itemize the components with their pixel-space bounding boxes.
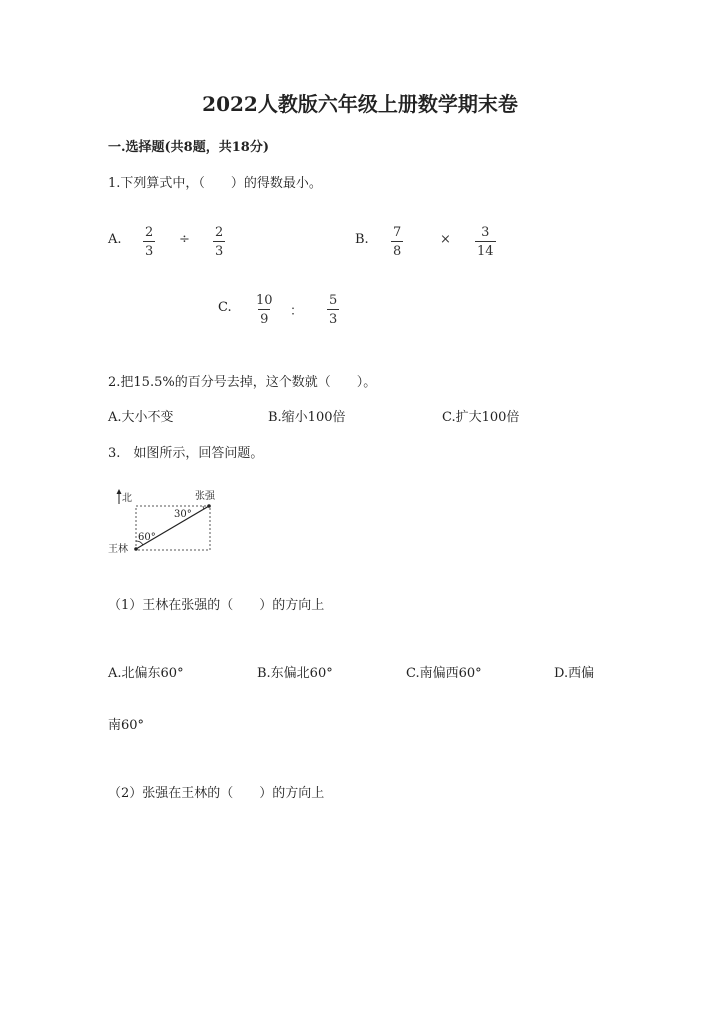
denominator: 3 xyxy=(143,241,155,258)
q1-option-c-fraction-1 xyxy=(254,294,275,326)
angle-bottom-label: 60° xyxy=(138,532,156,543)
q3-sub1-option-c: C.南偏西60° xyxy=(406,666,482,681)
numerator: 5 xyxy=(329,293,338,308)
denominator: 3 xyxy=(327,309,339,326)
q2-option-c: C.扩大100倍 xyxy=(442,410,520,425)
q1-option-c-label: C. xyxy=(218,300,232,315)
q2-option-a: A.大小不变 xyxy=(108,410,174,425)
q3-sub1-option-a: A.北偏东60° xyxy=(108,666,184,681)
angle-top-label: 30° xyxy=(174,509,192,520)
zhang-point xyxy=(207,504,211,508)
q3-sub1-option-d: D.西偏 xyxy=(554,666,595,681)
denominator: 3 xyxy=(213,241,225,258)
q1-option-b-fraction-1 xyxy=(391,226,403,258)
numerator: 2 xyxy=(145,225,154,240)
q1-option-c-fraction-2 xyxy=(327,294,339,326)
q3-sub1-option-d-wrap: 南60° xyxy=(108,718,145,733)
wang-point xyxy=(134,547,138,551)
q2-stem: 2.把15.5%的百分号去掉，这个数就（ ）。 xyxy=(108,375,377,390)
north-label: 北 xyxy=(122,493,132,504)
numerator: 10 xyxy=(256,293,273,308)
zhang-label: 张强 xyxy=(195,491,215,502)
q3-sub1-option-b: B.东偏北60° xyxy=(257,666,333,681)
q3-sub1-stem: （1）王林在张强的（ ）的方向上 xyxy=(108,598,325,613)
q1-option-b-fraction-2 xyxy=(475,226,496,258)
denominator: 8 xyxy=(391,241,403,258)
q1-option-a-fraction-1 xyxy=(143,226,155,258)
q1-option-a-operator: ÷ xyxy=(179,232,190,247)
q1-option-c-operator: ： xyxy=(290,304,304,319)
north-arrow-icon xyxy=(117,489,122,494)
q3-sub2-stem: （2）张强在王林的（ ）的方向上 xyxy=(108,786,325,801)
angle-arc-top xyxy=(203,506,204,509)
numerator: 3 xyxy=(481,225,490,240)
section-heading: 一.选择题(共8题，共18分) xyxy=(108,140,269,155)
numerator: 2 xyxy=(215,225,224,240)
q1-option-a-fraction-2 xyxy=(213,226,225,258)
q3-stem: 3. 如图所示，回答问题。 xyxy=(108,446,264,461)
denominator: 9 xyxy=(258,309,270,326)
direction-figure xyxy=(100,484,220,556)
q1-stem: 1.下列算式中，（ ）的得数最小。 xyxy=(108,176,322,191)
denominator: 14 xyxy=(475,241,496,258)
page-title: 2022人教版六年级上册数学期末卷 xyxy=(202,92,518,116)
q1-option-b-operator: × xyxy=(440,232,451,247)
q2-option-b: B.缩小100倍 xyxy=(268,410,346,425)
q1-option-b-label: B. xyxy=(355,232,369,247)
q1-option-a-label: A. xyxy=(108,232,122,247)
numerator: 7 xyxy=(393,225,402,240)
wang-label: 王林 xyxy=(108,544,128,555)
